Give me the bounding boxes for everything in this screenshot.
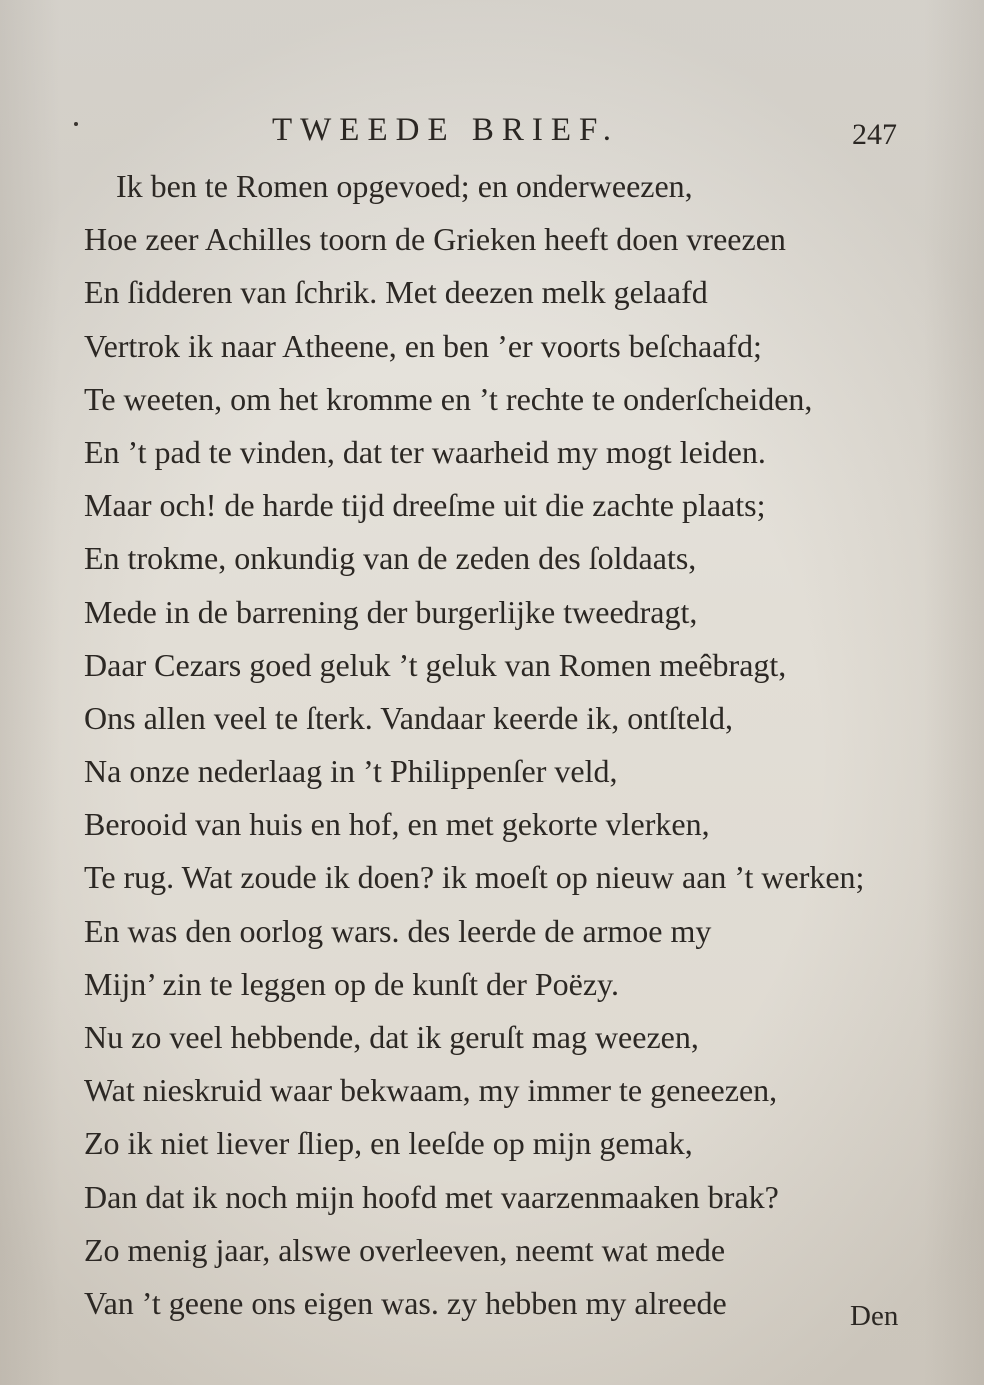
verse-line: Zo ik niet liever ſliep, en leeſde op mijn gemak, <box>84 1125 693 1162</box>
verse-line: Ik ben te Romen opgevoed; en onderweezen, <box>116 168 693 204</box>
ink-speck <box>74 122 78 126</box>
verse-line: En was den oorlog wars. des leerde de armoe my <box>84 912 712 949</box>
verse-line: Mijn’ zin te leggen op de kunſt der Poëzy. <box>84 965 619 1002</box>
verse-line: En trokme, onkundig van de zeden des ſoldaats, <box>84 540 697 577</box>
verse-line: Maar och! de harde tijd dreeſme uit die zachte plaats; <box>84 487 766 524</box>
running-head: TWEEDE BRIEF. <box>272 112 619 148</box>
verse-line: En ſidderen van ſchrik. Met deezen melk gelaafd <box>84 274 708 311</box>
verse-line: Van ’t geene ons eigen was. zy hebben my alreede <box>84 1284 727 1321</box>
verse-line: Mede in de barrening der burgerlijke tweedragt, <box>84 593 698 630</box>
verse-line: Te rug. Wat zoude ik doen? ik moeſt op nieuw aan ’t werken; <box>84 859 865 896</box>
verse-line: En ’t pad te vinden, dat ter waarheid my mogt leiden. <box>84 433 766 470</box>
verse-line: Te weeten, om het kromme en ’t rechte te onderſcheiden, <box>84 380 813 417</box>
left-edge-shadow <box>0 0 60 1385</box>
verse-line: Na onze nederlaag in ’t Philippenſer veld, <box>84 753 618 790</box>
verse-line: Zo menig jaar, alswe overleeven, neemt wat mede <box>84 1231 726 1268</box>
verse-line: Berooid van huis en hof, en met gekorte vlerken, <box>84 806 710 843</box>
catchword: Den <box>850 1300 899 1332</box>
verse-block <box>84 160 944 1330</box>
verse-line: Daar Cezars goed geluk ’t geluk van Romen meêbragt, <box>84 646 787 683</box>
verse-line: Dan dat ik noch mijn hoofd met vaarzenmaaken brak? <box>84 1178 779 1215</box>
verse-line: Ons allen veel te ſterk. Vandaar keerde ik, ontſteld, <box>84 699 733 736</box>
verse-line: Nu zo veel hebbende, dat ik geruſt mag weezen, <box>84 1019 699 1055</box>
verse-line: Wat nieskruid waar bekwaam, my immer te geneezen, <box>84 1072 778 1109</box>
verse-line: Hoe zeer Achilles toorn de Grieken heeft doen vreezen <box>84 221 786 258</box>
verse-line: Vertrok ik naar Atheene, en ben ’er voorts beſchaafd; <box>84 327 762 364</box>
page-number: 247 <box>852 118 897 151</box>
